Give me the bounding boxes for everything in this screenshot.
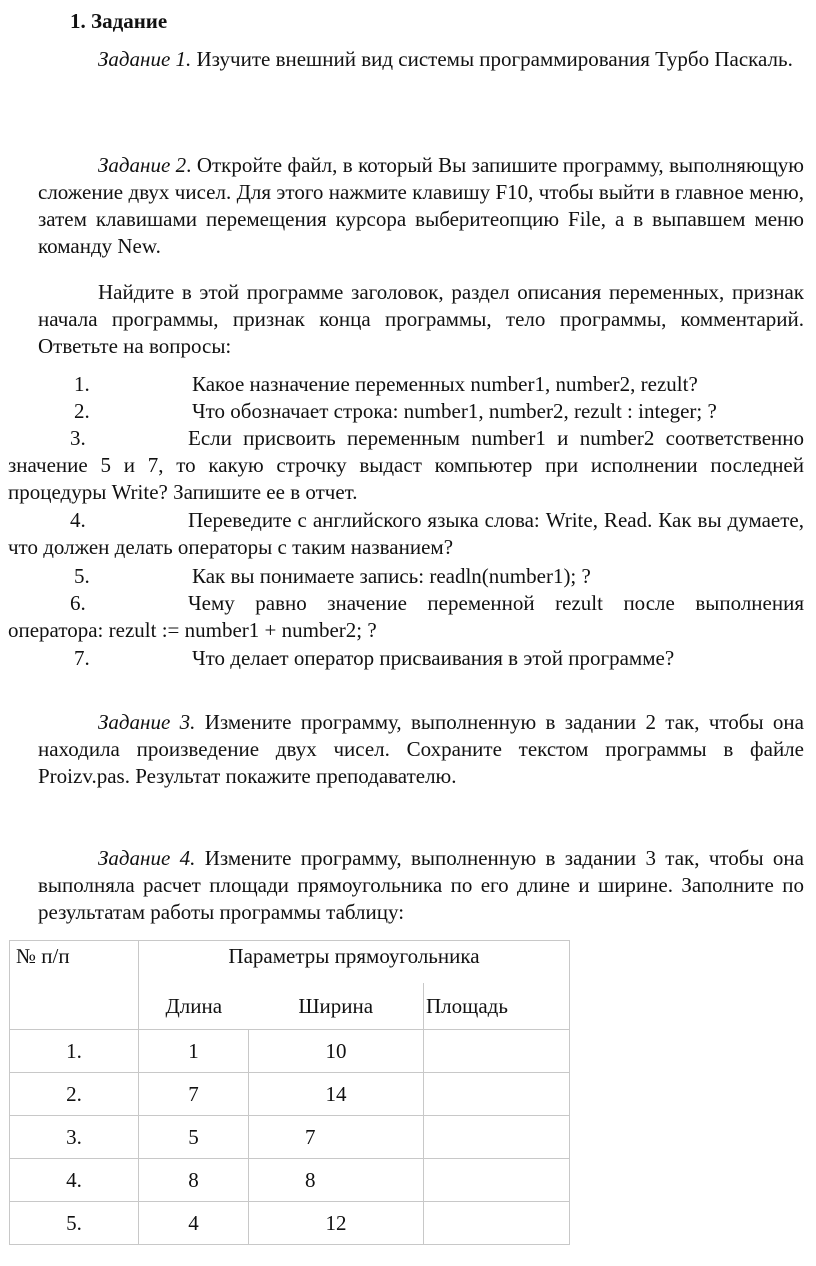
task3-label: Задание 3. xyxy=(98,710,196,734)
row-area xyxy=(424,1029,570,1072)
question-text: Чему равно значение переменной rezult после выполнения оператора: rezult := number1 + number2; ? xyxy=(8,591,804,642)
row-width: 14 xyxy=(249,1072,424,1115)
row-number: 3. xyxy=(10,1115,139,1158)
question-4 xyxy=(8,507,804,561)
row-area xyxy=(424,1158,570,1201)
task2-text: . Откройте файл, в который Вы запишите программу, выполняющую сложение двух чисел. Для этого нажмите клавишу F10, чтобы выйти в главное меню, затем клавишами перемещения курсора выберитеопцию File, а в выпавшем меню команду New. xyxy=(38,153,804,258)
question-7 xyxy=(12,645,804,672)
task1-paragraph xyxy=(38,46,804,73)
row-length: 4 xyxy=(139,1201,249,1244)
row-width: 8 xyxy=(249,1158,424,1201)
row-number: 5. xyxy=(10,1201,139,1244)
task2-paragraph xyxy=(38,152,804,260)
question-text: Что обозначает строка: number1, number2, rezult : integer; ? xyxy=(192,399,717,423)
row-area xyxy=(424,1072,570,1115)
question-5 xyxy=(12,563,804,590)
header-width: Ширина xyxy=(249,983,424,1030)
question-number: 7. xyxy=(74,646,90,670)
question-2 xyxy=(12,398,804,425)
task4-paragraph xyxy=(38,845,804,926)
row-length: 1 xyxy=(139,1029,249,1072)
table-row xyxy=(10,1072,571,1115)
question-1 xyxy=(12,371,804,398)
question-number: 2. xyxy=(74,399,90,423)
row-length: 7 xyxy=(139,1072,249,1115)
task3-paragraph xyxy=(38,709,804,790)
table-header-row xyxy=(10,941,571,983)
find-paragraph: Найдите в этой программе заголовок, раздел описания переменных, признак начала программы, признак конца программы, тело программы, комментарий. Ответьте на вопросы: xyxy=(38,280,804,358)
row-width: 12 xyxy=(249,1201,424,1244)
question-text: Если присвоить переменным number1 и number2 соответственно значение 5 и 7, то какую строчку выдаст компьютер при исполнении последней процедуры Write? Запишите ее в отчет. xyxy=(8,426,804,504)
table-row xyxy=(10,1158,571,1201)
row-number: 1. xyxy=(10,1029,139,1072)
question-number: 4. xyxy=(70,508,86,532)
header-length: Длина xyxy=(139,983,249,1030)
task1-label: Задание 1. xyxy=(98,47,192,71)
row-length: 8 xyxy=(139,1158,249,1201)
section-heading: 1. Задание xyxy=(70,9,168,33)
header-group: Параметры прямоугольника xyxy=(139,941,570,983)
row-width: 10 xyxy=(249,1029,424,1072)
question-number: 1. xyxy=(74,372,90,396)
rectangle-table xyxy=(9,940,571,1245)
row-length: 5 xyxy=(139,1115,249,1158)
row-width: 7 xyxy=(249,1115,424,1158)
question-6 xyxy=(8,590,804,644)
task2-label: Задание 2 xyxy=(98,153,187,177)
question-text: Что делает оператор присваивания в этой программе? xyxy=(192,646,675,670)
table-row xyxy=(10,1029,571,1072)
task4-text: Измените программу, выполненную в задании 3 так, чтобы она выполняла расчет площади прямоугольника по его длине и ширине. Заполните по результатам работы программы таблицу: xyxy=(38,846,804,924)
row-area xyxy=(424,1201,570,1244)
row-area xyxy=(424,1115,570,1158)
header-area: Площадь xyxy=(424,983,570,1030)
question-text: Какое назначение переменных number1, number2, rezult? xyxy=(192,372,698,396)
task1-text: Изучите внешний вид системы программирования Турбо Паскаль. xyxy=(191,47,793,71)
header-number: № п/п xyxy=(10,941,139,1030)
question-3 xyxy=(8,425,804,506)
question-text: Как вы понимаете запись: readln(number1); ? xyxy=(192,564,591,588)
table-row xyxy=(10,1115,571,1158)
task3-text: Измените программу, выполненную в задании 2 так, чтобы она находила произведение двух чисел. Сохраните текстом программы в файле Proizv.pas. Результат покажите преподавателю. xyxy=(38,710,804,788)
question-number: 5. xyxy=(74,564,90,588)
question-text: Переведите с английского языка слова: Write, Read. Как вы думаете, что должен делать операторы с таким названием? xyxy=(8,508,804,559)
task4-label: Задание 4. xyxy=(98,846,196,870)
row-number: 4. xyxy=(10,1158,139,1201)
question-number: 6. xyxy=(70,591,86,615)
row-number: 2. xyxy=(10,1072,139,1115)
table-row xyxy=(10,1201,571,1244)
question-number: 3. xyxy=(70,426,86,450)
